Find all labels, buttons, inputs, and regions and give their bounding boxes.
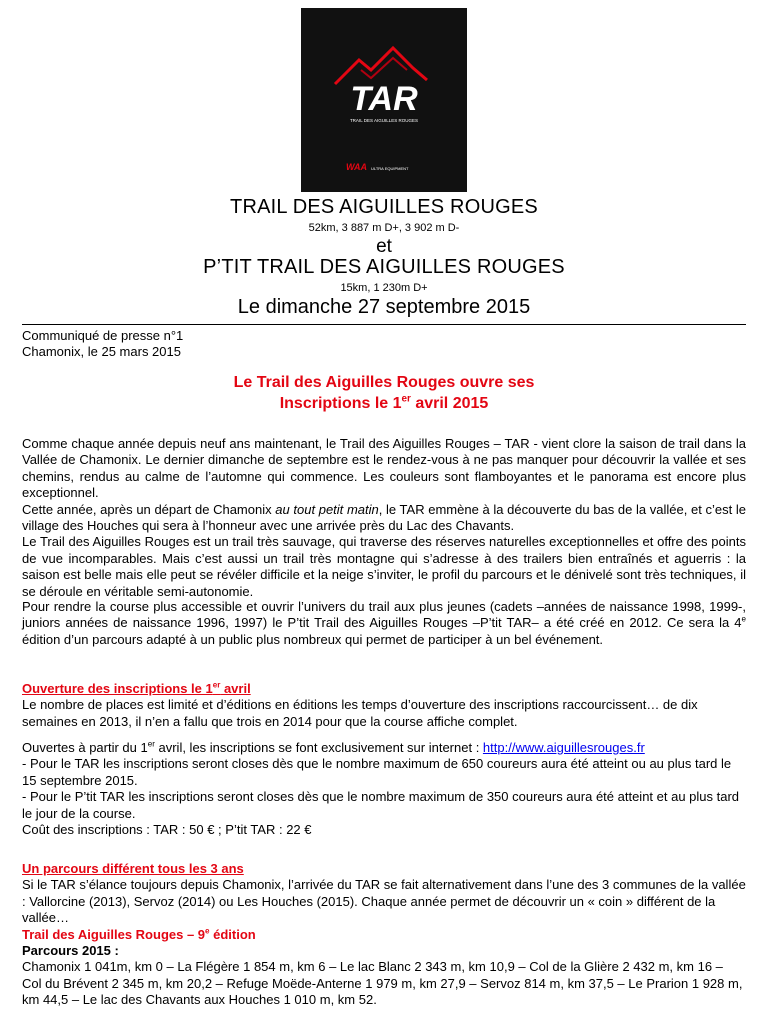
ptit-text-start: Pour rendre la course plus accessible et ouvrir l’univers du trail aux plus jeunes (cadets –années de naissance 1998, 1999-, juniors années de naissance 1996, 1997) le P’tit Trail des Aiguilles Rouges –P’tit TAR– a été créé en 2012. Ce sera la 4 xyxy=(22,599,746,631)
event-date: Le dimanche 27 septembre 2015 xyxy=(237,296,531,318)
sponsor-logo: WAA xyxy=(346,162,367,172)
ouverture-section xyxy=(22,681,746,730)
headline-line2-end: avril 2015 xyxy=(410,395,489,412)
inscriptions-tar: - Pour le TAR les inscriptions seront closes dès que le nombre maximum de 650 coureurs aura été atteint ou au plus tard le 15 septembre 2015. xyxy=(22,756,732,788)
ouverture-text: Le nombre de places est limité et d’éditions en éditions les temps d’ouverture des inscriptions raccourcissent… de dix semaines en 2013, il n’en a fallu que trois en 2014 pour que la course affiche complet. xyxy=(22,697,698,729)
ouverture-title xyxy=(22,681,746,697)
headline-line2 xyxy=(0,393,768,414)
title-tar: TRAIL DES AIGUILLES ROUGES xyxy=(230,196,538,218)
press-info xyxy=(22,328,183,360)
ptit-paragraph xyxy=(22,599,746,648)
parcours-text: Si le TAR s’élance toujours depuis Chamonix, l’arrivée du TAR se fait alternativement dans l’une des 3 communes de la vallée : Vallorcine (2013), Servoz (2014) ou Les Houches (2015). Chaque année permet de découvrir un « coin » différent de la vallée… xyxy=(22,877,746,926)
headline-line1: Le Trail des Aiguilles Rouges ouvre ses xyxy=(233,374,535,391)
ouverture-title-end: avril xyxy=(220,681,251,696)
edition-title xyxy=(22,927,746,943)
intro-p1: Comme chaque année depuis neuf ans maintenant, le Trail des Aiguilles Rouges – TAR - vient clore la saison de trail dans la Vallée de Chamonix. Le dernier dimanche de septembre est le rendez-vous à ne pas manquer pour découvrir la vallée et ses chemins, rendus au calme de l’automne qui commence. Les couleurs sont flamboyantes et le panorama est encore plus exceptionnel. xyxy=(22,436,746,501)
parcours-label: Parcours 2015 : xyxy=(22,943,119,959)
intro-p2-end: , le TAR emmène à la découverte du bas de la vallée, et c’est le village des Houches qui sera à l’honneur avec une arrivée près du Lac des Chavants. xyxy=(22,501,746,534)
headline-line2-text: Inscriptions le 1 xyxy=(279,395,402,412)
intro-p2-italic: au tout petit matin xyxy=(275,501,379,517)
inscriptions-ptit-tar: - Pour le P’tit TAR les inscriptions seront closes dès que le nombre maximum de 350 coureurs aura été atteint et au plus tard le jour de la course. xyxy=(22,789,740,821)
parcours-title: Un parcours différent tous les 3 ans xyxy=(22,861,244,876)
edition-title-text: Trail des Aiguilles Rouges – 9 xyxy=(22,926,206,942)
intro-p2-start: Cette année, après un départ de Chamonix xyxy=(22,501,276,517)
tar-logo xyxy=(301,8,467,192)
logo-brand: TAR xyxy=(350,80,418,118)
headline-sup: er xyxy=(401,393,411,405)
logo-tagline: TRAIL DES AIGUILLES ROUGES xyxy=(349,118,419,123)
subtitle-ptit-tar: 15km, 1 230m D+ xyxy=(340,282,428,294)
press-date: Chamonix, le 25 mars 2015 xyxy=(22,344,181,359)
ouverture-title-text: Ouverture des inscriptions le 1 xyxy=(22,681,213,696)
inscriptions-sup: er xyxy=(147,739,155,749)
ptit-sup: e xyxy=(741,615,746,625)
press-number: Communiqué de presse n°1 xyxy=(22,328,184,343)
parcours-route: Chamonix 1 041m, km 0 – La Flégère 1 854 m, km 6 – Le lac Blanc 2 343 m, km 10,9 – Col de la Glière 2 432 m, km 16 – Col du Brévent 2 345 m, km 20,2 – Refuge Moëde-Anterne 1 979 m, km 27,9 – Servoz 814 m, km 37,5 – Le Prarion 1 928 m, km 44,5 – Le lac des Chavants aux Houches 1 010 m, km 52. xyxy=(22,959,743,1008)
divider xyxy=(22,324,746,325)
subtitle-tar: 52km, 3 887 m D+, 3 902 m D- xyxy=(308,222,460,234)
headline xyxy=(0,372,768,414)
edition-sup: e xyxy=(205,926,210,936)
website-link[interactable]: http://www.aiguillesrouges.fr xyxy=(482,740,645,755)
inscriptions-cost: Coût des inscriptions : TAR : 50 € ; P’tit TAR : 22 € xyxy=(22,822,312,838)
ouverture-sup: er xyxy=(212,680,221,690)
title-ptit-tar: P’TIT TRAIL DES AIGUILLES ROUGES xyxy=(203,256,565,278)
inscriptions-l1-start: Ouvertes à partir du 1 xyxy=(22,740,148,755)
intro-p3: Le Trail des Aiguilles Rouges est un trail très sauvage, qui traverse des réserves naturelles exceptionnelles et offre des points de vue incomparables. Mais c’est aussi un trail très montagne qui s’adresse à des trailers bien entraînés et aguerris : la saison est belle mais elle peut se révéler difficile et la neige s’inviter, le profil du parcours et le dénivelé sont très techniques, il se déroule en véritable semi-autonomie. xyxy=(22,534,746,599)
intro-p2 xyxy=(22,502,746,535)
inscriptions-line1 xyxy=(22,740,746,756)
sponsor-sub: ULTRA EQUIPMENT xyxy=(371,166,409,171)
mountain-logo-icon xyxy=(301,8,467,192)
conjunction: et xyxy=(376,236,392,257)
ptit-text-end: édition d’un parcours adapté à un public plus nombreux qui permet de participer à un bel événement. xyxy=(22,631,604,647)
inscriptions-l1-end: avril, les inscriptions se font exclusivement sur internet : xyxy=(154,740,483,755)
parcours-section xyxy=(22,861,746,1009)
intro-paragraph xyxy=(22,436,746,600)
edition-title-end: édition xyxy=(209,926,256,942)
inscriptions-section xyxy=(22,740,746,838)
